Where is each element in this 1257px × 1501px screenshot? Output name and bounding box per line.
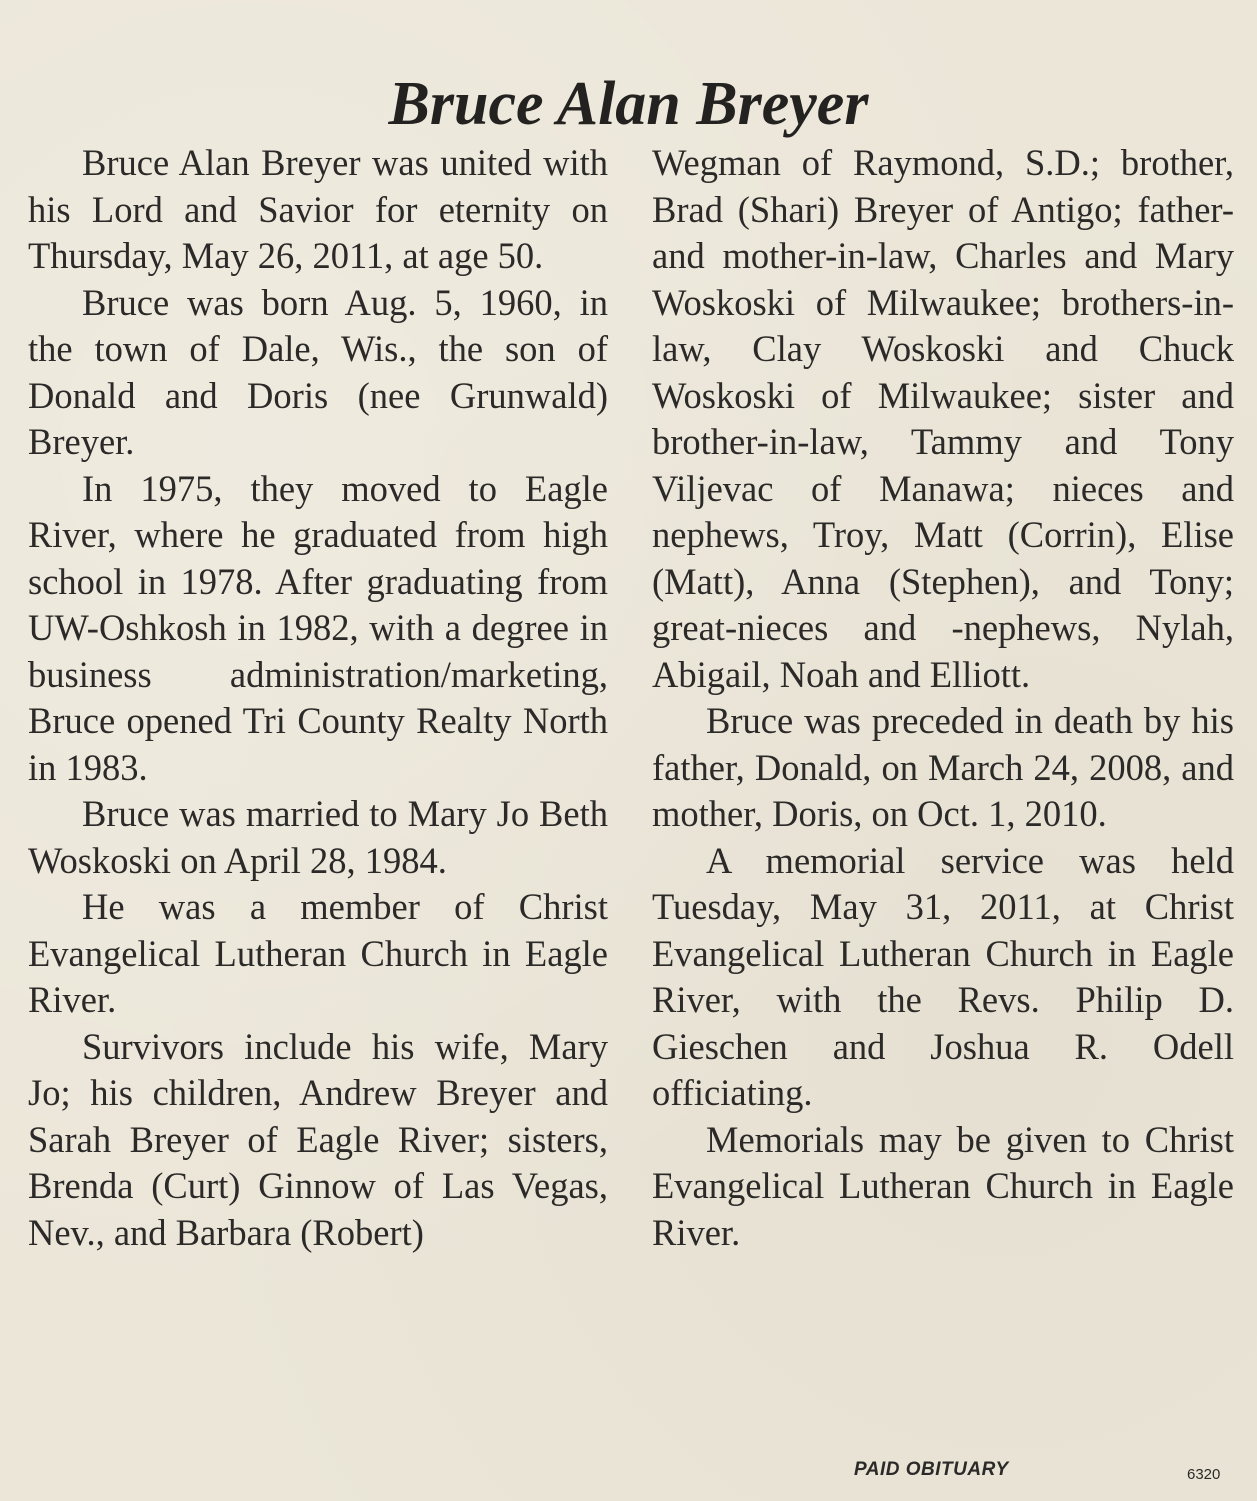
obituary-title: Bruce Alan Breyer (388, 69, 869, 138)
paid-obituary-label: PAID OBITUARY (854, 1459, 1009, 1480)
paragraph-survivors: Survivors include his wife, Mary Jo; his children, Andrew Breyer and Sarah Breyer of Eagle River; sisters, Brenda (Curt) Ginnow of Las Vegas, Nev., and Barbara (Robert) (28, 1025, 608, 1253)
right-column (652, 140, 1234, 1256)
paragraph-memorials: Memorials may be given to Christ Evangelical Lutheran Church in Eagle River. (652, 1118, 1234, 1253)
paragraph-marriage: Bruce was married to Mary Jo Beth Woskoski on April 28, 1984. (28, 793, 608, 881)
paragraph-church: He was a member of Christ Evangelical Lutheran Church in Eagle River. (28, 886, 608, 1020)
paragraph-death-notice: Bruce Alan Breyer was united with his Lord and Savior for eternity on Thursday, May 26, 2011, at age 50. (28, 142, 608, 276)
left-column (28, 140, 608, 1256)
paragraph-career: In 1975, they moved to Eagle River, where he graduated from high school in 1978. After graduating from UW-Oshkosh in 1982, with a degree in business administration/marketing, Bruce opened Tri County Realty North in 1983. (28, 467, 608, 788)
paragraph-birth: Bruce was born Aug. 5, 1960, in the town of Dale, Wis., the son of Donald and Doris (nee Grunwald) Breyer. (28, 281, 608, 462)
ad-code: 6320 (1187, 1466, 1221, 1483)
paragraph-memorial-service: A memorial service was held Tuesday, May 31, 2011, at Christ Evangelical Lutheran Church in Eagle River, with the Revs. Philip D. Gieschen and Joshua R. Odell officiating. (652, 839, 1234, 1113)
paragraph-preceded: Bruce was preceded in death by his father, Donald, on March 24, 2008, and mother, Doris, on Oct. 1, 2010. (652, 700, 1234, 834)
paragraph-survivors-continued: Wegman of Raymond, S.D.; brother, Brad (Shari) Breyer of Antigo; father- and mother-in-law, Charles and Mary Woskoski of Milwaukee; brothers-in-law, Clay Woskoski and Chuck Woskoski of Milwaukee; sister and brother-in-law, Tammy and Tony Viljevac of Manawa; nieces and nephews, Troy, Matt (Corrin), Elise (Matt), Anna (Stephen), and Tony; great-nieces and -nephews, Nylah, Abigail, Noah and Elliott. (652, 142, 1234, 695)
